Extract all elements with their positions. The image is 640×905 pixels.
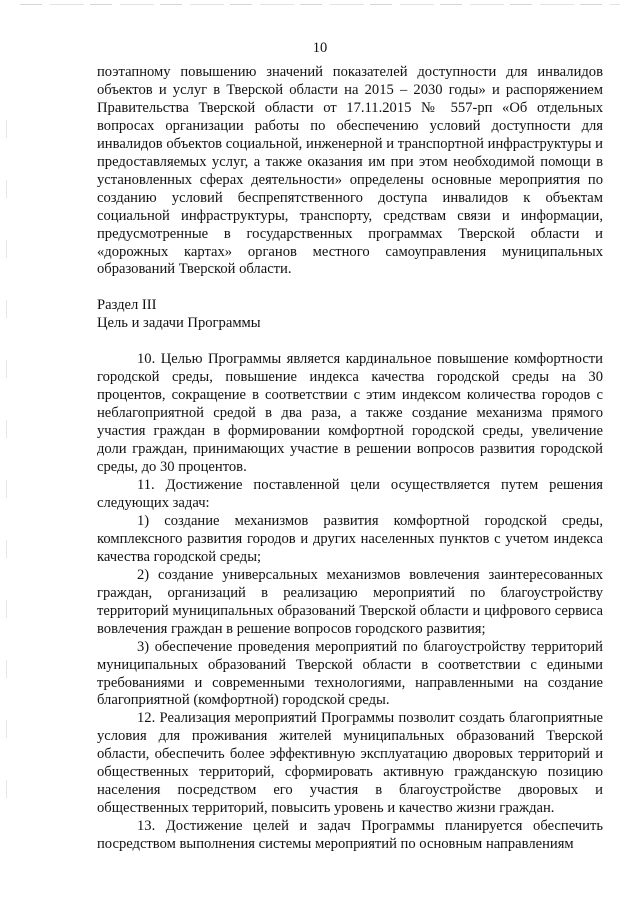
list-item-2: 2) создание универсальных механизмов вовлечения заинтересованных граждан, организаций в реализацию мероприятий по благоустройству территорий муниципальных образований Тверской области и цифрового сервиса вовлечения граждан в решение вопросов городского развития;	[97, 566, 603, 637]
paragraph-13: 13. Достижение целей и задач Программы планируется обеспечить посредством выполнения системы мероприятий по основным направлениям	[97, 818, 603, 853]
page-number: 10	[312, 40, 328, 56]
list-item-3: 3) обеспечение проведения мероприятий по благоустройству территорий муниципальных образований Тверской области в соответствии с едиными требованиями и современными технологиями, направленными на создание благоприятной (комфортной) городской среды.	[97, 638, 603, 709]
scan-edge-top	[20, 4, 620, 5]
list-item-1: 1) создание механизмов развития комфортной городской среды, комплексного развития городов и других населенных пунктов с учетом индекса качества городской среды;	[97, 512, 603, 565]
paragraph-11: 11. Достижение поставленной цели осуществляется путем решения следующих задач:	[97, 477, 603, 511]
paragraph-continuation: поэтапному повышению значений показателей доступности для инвалидов объектов и услуг в Тверской области на 2015 – 2030 годы» и распоряжением Правительства Тверской области от 17.11.2015 № 557-рп «Об отдельных вопросах организации работы по обеспечению условий доступности для инвалидов объектов социальной, инженерной и транспортной инфраструктуры и предоставляемых услуг, а также оказания им при этом необходимой помощи в установленных сферах деятельности» определены основные мероприятия по созданию условий беспрепятственного доступа инвалидов к объектам социальной инфраструктуры, транспорту, средствам связи и информации, предусмотренные в государственных программах Тверской области и «дорожных картах» органов местного самоуправления муниципальных образований Тверской области.	[97, 64, 603, 278]
document-body	[97, 64, 603, 854]
section-subtitle: Цель и задачи Программы	[97, 315, 261, 332]
paragraph-12: 12. Реализация мероприятий Программы позволит создать благоприятные условия для проживания жителей муниципальных образований Тверской области, обеспечить более эффективную эксплуатацию дворовых территорий и общественных территорий, сформировать активную гражданскую позицию населения посредством его участия в благоустройстве дворовых и общественных территорий, повысить уровень и качество жизни граждан.	[97, 710, 603, 817]
section-title: Раздел III	[97, 297, 157, 314]
paragraph-10: 10. Целью Программы является кардинальное повышение комфортности городской среды, повышение индекса качества городской среды на 30 процентов, сокращение в соответствии с этим индексом количества городов с неблагоприятной средой в два раза, а также создание механизма прямого участия граждан в формировании комфортной городской среды, увеличение доли граждан, принимающих участие в решении вопросов развития городской среды, до 30 процентов.	[97, 351, 603, 476]
scan-edge-left	[6, 120, 7, 820]
